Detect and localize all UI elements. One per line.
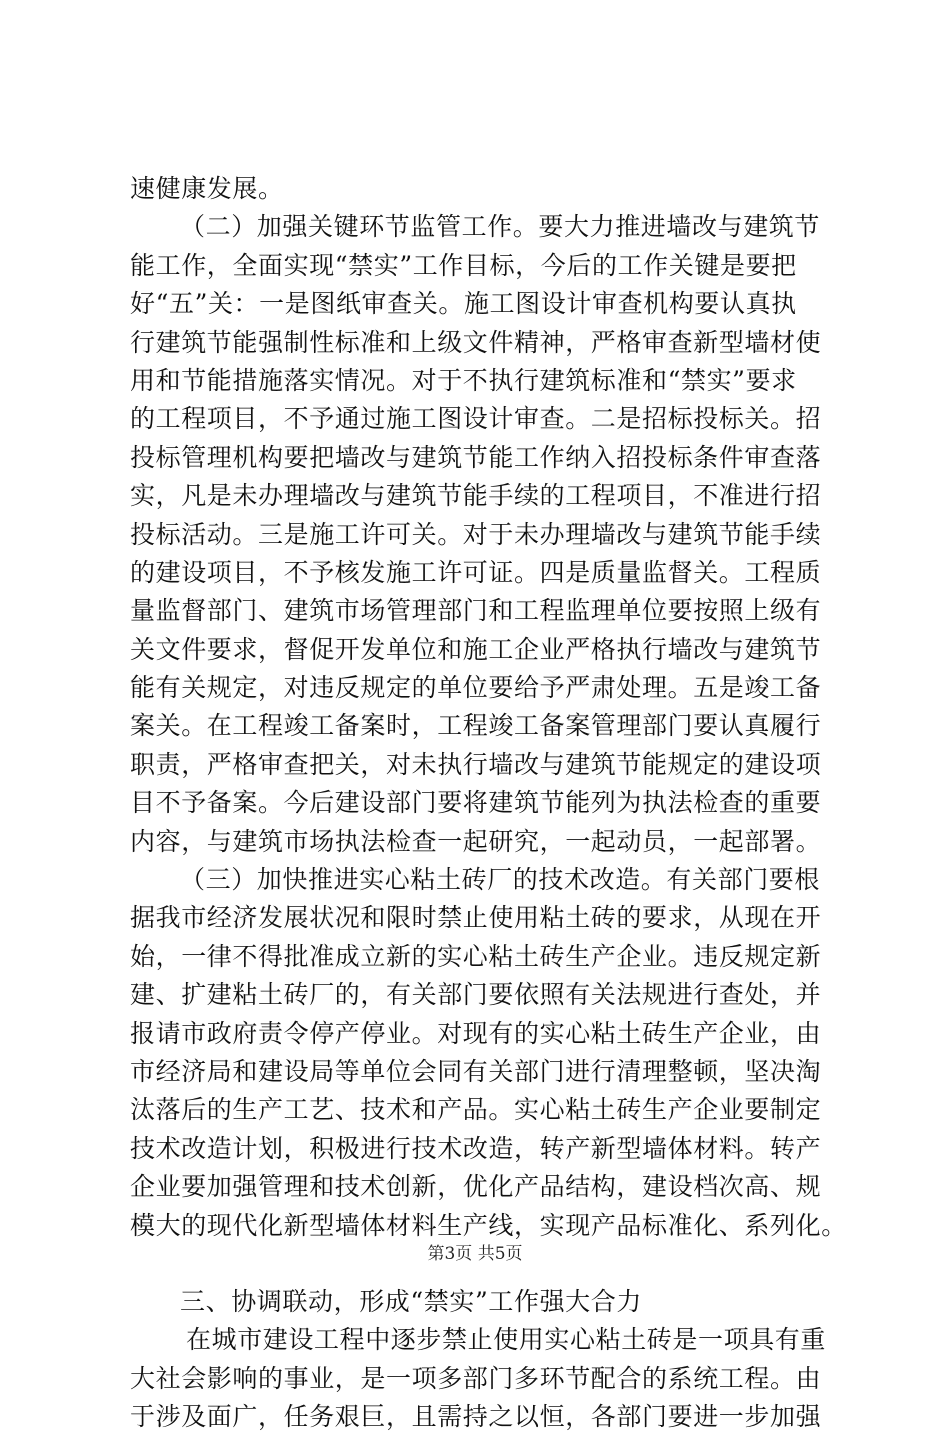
text-line: 职责，严格审查把关，对未执行墙改与建筑节能规定的建设项 (130, 749, 822, 779)
text-line: 企业要加强管理和技术创新，优化产品结构，建设档次高、规 (130, 1172, 822, 1202)
text-line: 案关。在工程竣工备案时，工程竣工备案管理部门要认真履行 (130, 711, 822, 741)
text-line: 市经济局和建设局等单位会同有关部门进行清理整顿，坚决淘 (130, 1056, 822, 1086)
text-line: 能有关规定，对违反规定的单位要给予严肃处理。五是竣工备 (130, 673, 822, 703)
text-line: 实，凡是未办理墙改与建筑节能手续的工程项目，不准进行招 (130, 481, 822, 511)
text-line: 的建设项目，不予核发施工许可证。四是质量监督关。工程质 (130, 557, 822, 587)
text-line: 速健康发展。 (130, 174, 284, 203)
text-line: 投标管理机构要把墙改与建筑节能工作纳入招投标条件审查落 (130, 442, 822, 472)
section-heading: 三、协调联动，形成“禁实”工作强大合力 (180, 1286, 642, 1316)
text-line: 报请市政府责令停产停业。对现有的实心粘土砖生产企业，由 (130, 1018, 822, 1048)
text-line: 在城市建设工程中逐步禁止使用实心粘土砖是一项具有重 (186, 1325, 827, 1355)
text-line: 汰落后的生产工艺、技术和产品。实心粘土砖生产企业要制定 (130, 1095, 822, 1125)
text-line: 大社会影响的事业，是一项多部门多环节配合的系统工程。由 (130, 1363, 822, 1393)
text-line: 模大的现代化新型墙体材料生产线，实现产品标准化、系列化。 (130, 1210, 847, 1240)
text-line: 技术改造计划，积极进行技术改造，转产新型墙体材料。转产 (130, 1133, 822, 1163)
text-line: 据我市经济发展状况和限时禁止使用粘土砖的要求，从现在开 (130, 903, 822, 933)
text-line: 始，一律不得批准成立新的实心粘土砖生产企业。违反规定新 (130, 941, 822, 971)
text-line: 的工程项目，不予通过施工图设计审查。二是招标投标关。招 (130, 404, 822, 434)
text-line: 目不予备案。今后建设部门要将建筑节能列为执法检查的重要 (130, 788, 822, 818)
text-line: 用和节能措施落实情况。对于不执行建筑标准和“禁实”要求 (130, 365, 797, 395)
text-line: 能工作，全面实现“禁实”工作目标，今后的工作关键是要把 (130, 250, 797, 280)
text-line: 关文件要求，督促开发单位和施工企业严格执行墙改与建筑节 (130, 634, 822, 664)
text-line: （三）加快推进实心粘土砖厂的技术改造。有关部门要根 (180, 865, 821, 895)
text-line: 好“五”关：一是图纸审查关。施工图设计审查机构要认真执 (130, 289, 797, 319)
text-line: 行建筑节能强制性标准和上级文件精神，严格审查新型墙材使 (130, 327, 822, 357)
text-line: 内容，与建筑市场执法检查一起研究，一起动员，一起部署。 (130, 826, 822, 856)
text-line: 于涉及面广，任务艰巨，且需持之以恒，各部门要进一步加强 (130, 1402, 822, 1432)
text-line: （二）加强关键环节监管工作。要大力推进墙改与建筑节 (180, 212, 821, 242)
page-footer: 第3页 共5页 (427, 1244, 523, 1264)
text-line: 投标活动。三是施工许可关。对于未办理墙改与建筑节能手续 (130, 519, 822, 549)
text-line: 建、扩建粘土砖厂的，有关部门要依照有关法规进行查处，并 (130, 980, 822, 1010)
text-line: 量监督部门、建筑市场管理部门和工程监理单位要按照上级有 (130, 596, 822, 626)
